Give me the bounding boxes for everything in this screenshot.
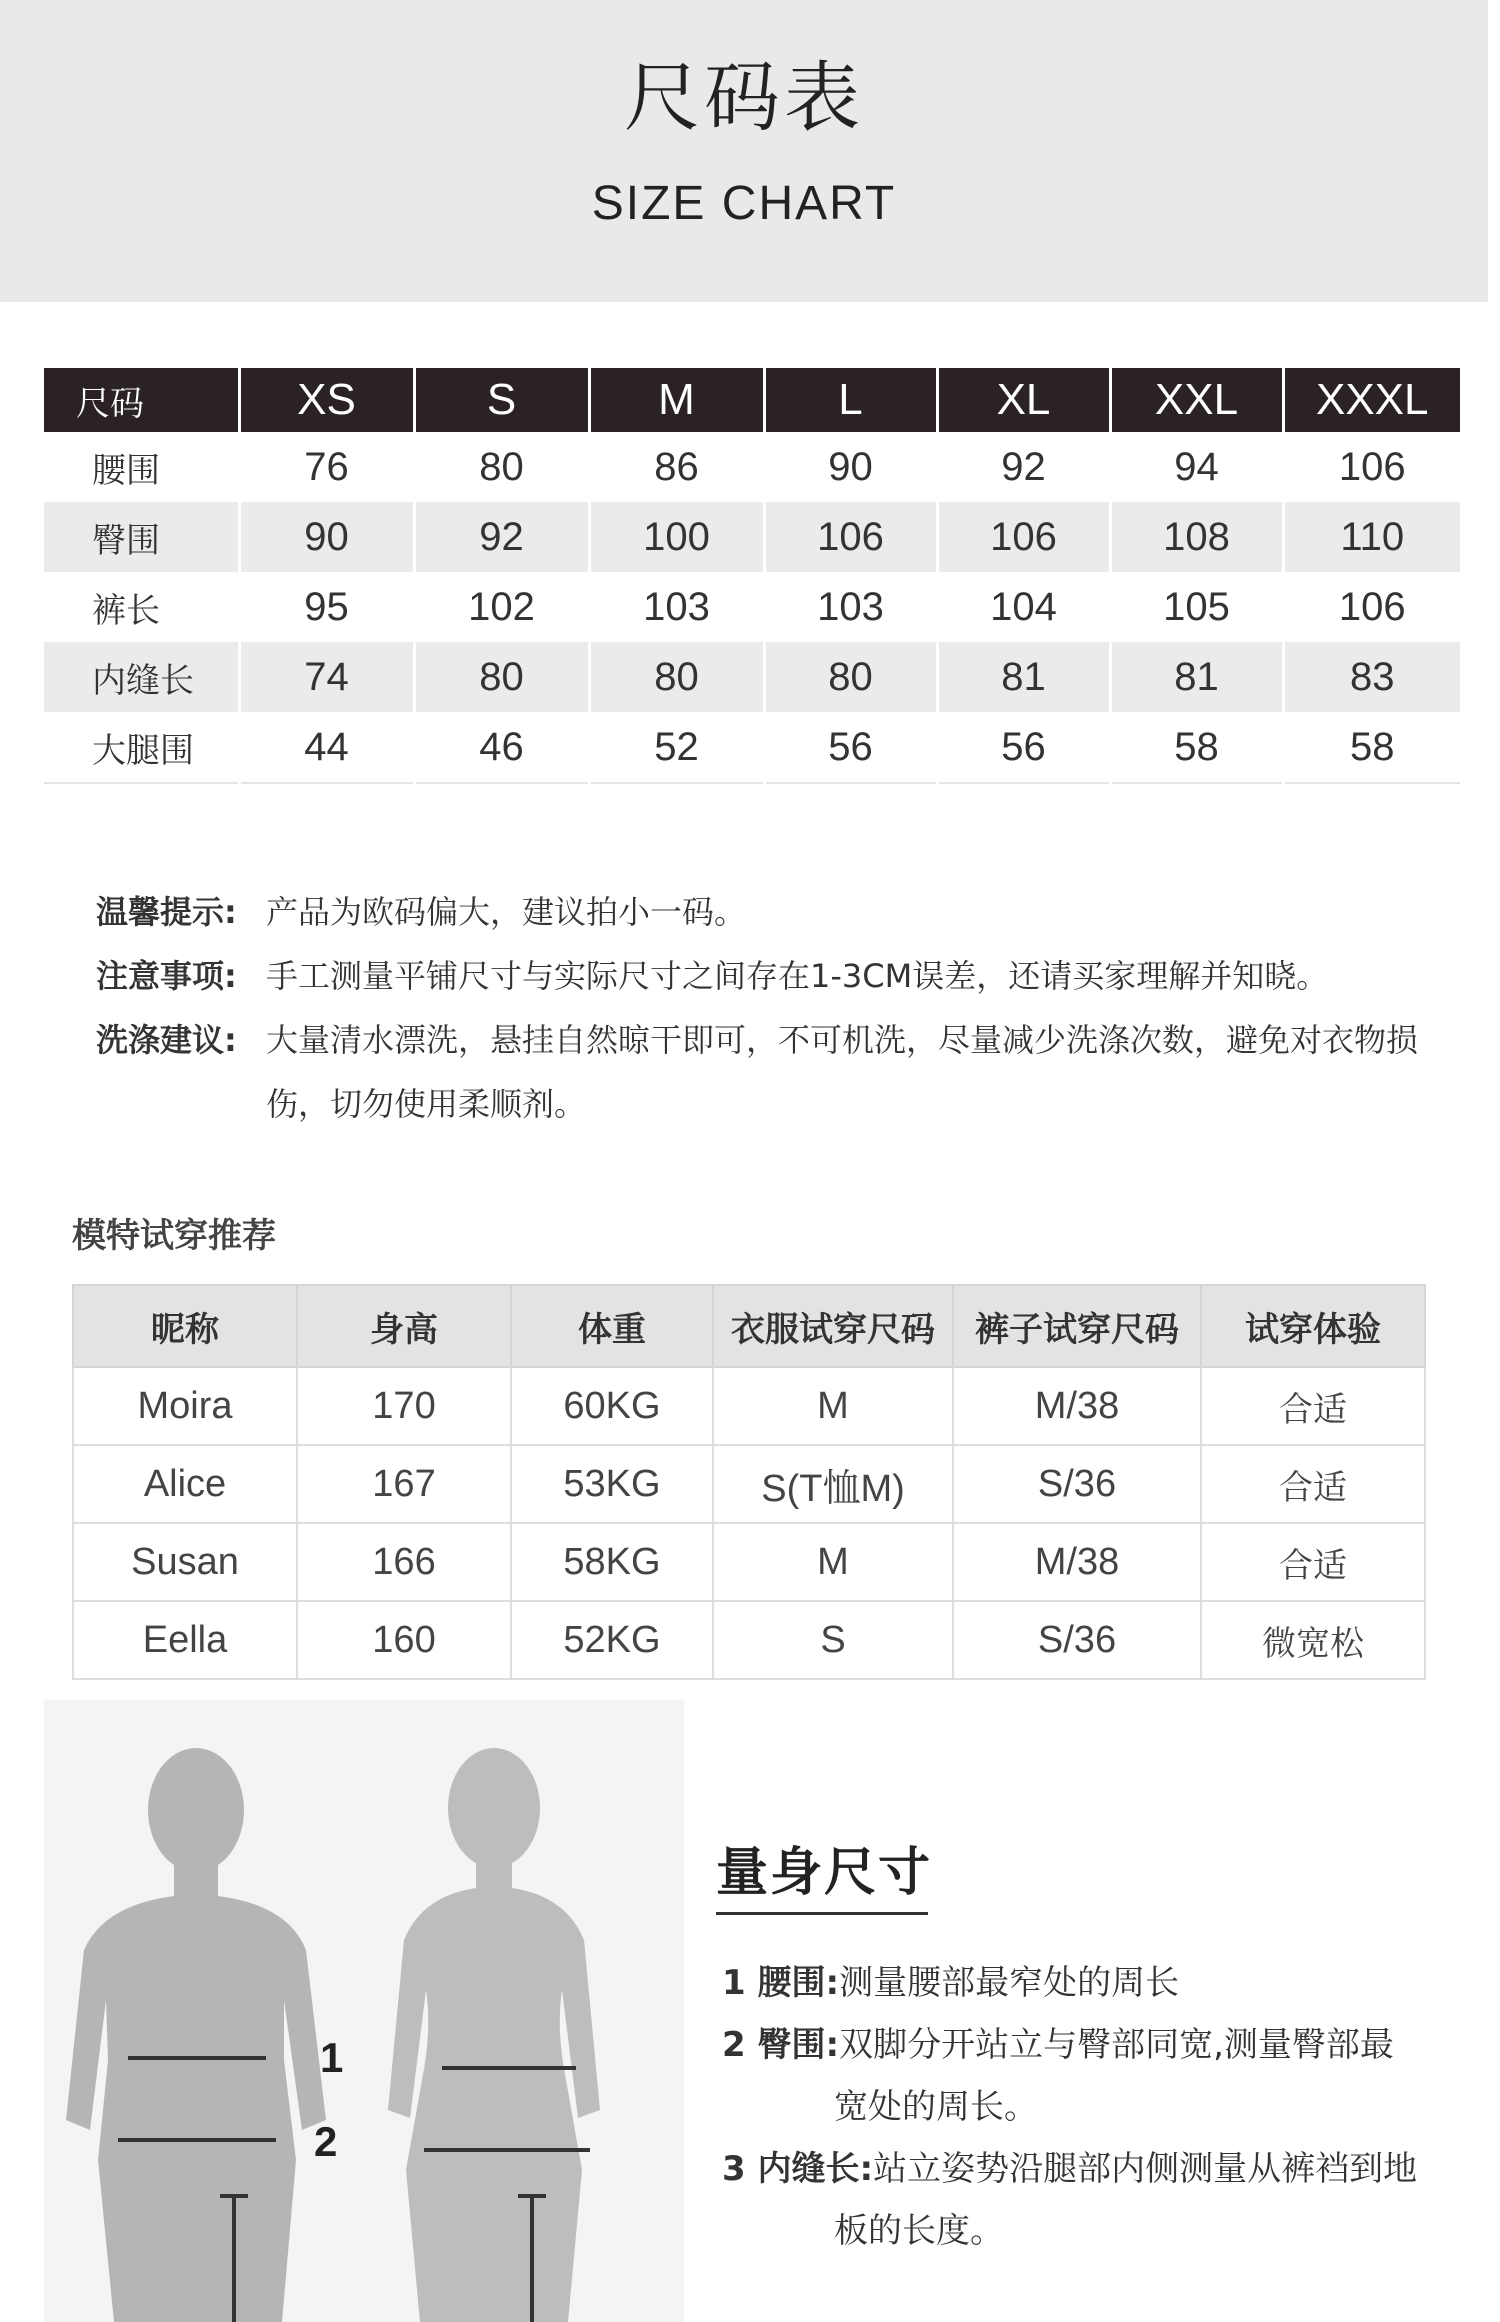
note-washing <box>96 1008 1456 1136</box>
table-cell: 105 <box>1110 572 1283 642</box>
table-cell: 92 <box>937 432 1110 502</box>
size-header-m: M <box>589 368 764 432</box>
table-row <box>73 1445 1425 1523</box>
row-label: 大腿围 <box>44 712 239 783</box>
table-cell: 108 <box>1110 502 1283 572</box>
size-header-label: 尺码 <box>44 368 239 432</box>
table-cell: 合适 <box>1201 1367 1425 1445</box>
table-cell: 58 <box>1110 712 1283 783</box>
table-cell: 53KG <box>511 1445 713 1523</box>
model-header-fit: 试穿体验 <box>1201 1285 1425 1367</box>
table-cell: 106 <box>764 502 937 572</box>
table-cell: 56 <box>937 712 1110 783</box>
table-row <box>44 712 1460 783</box>
table-cell: 46 <box>414 712 589 783</box>
table-cell: M <box>713 1367 953 1445</box>
note-label: 温馨提示: <box>96 893 237 931</box>
table-cell: 81 <box>1110 642 1283 712</box>
table-row <box>73 1601 1425 1679</box>
table-cell: M/38 <box>953 1367 1201 1445</box>
table-cell: 52KG <box>511 1601 713 1679</box>
waist-number-label: 1 <box>320 2034 344 2081</box>
measure-title-underline <box>716 1912 928 1915</box>
table-cell: 80 <box>764 642 937 712</box>
table-cell: 56 <box>764 712 937 783</box>
model-table-header <box>73 1285 1425 1367</box>
table-cell: Moira <box>73 1367 297 1445</box>
measure-text-continued: 宽处的周长。 <box>834 2087 1038 2127</box>
note-text: 产品为欧码偏大，建议拍小一码。 <box>266 893 747 931</box>
table-cell: 103 <box>764 572 937 642</box>
table-cell: S(T恤M) <box>713 1445 953 1523</box>
table-cell: 86 <box>589 432 764 502</box>
table-cell: 80 <box>414 642 589 712</box>
header-banner <box>0 0 1488 302</box>
table-cell: 92 <box>414 502 589 572</box>
table-cell: 合适 <box>1201 1445 1425 1523</box>
measure-item-waist <box>722 1952 1462 2014</box>
measure-label: 2 臀围: <box>722 2025 840 2065</box>
measure-text: 双脚分开站立与臀部同宽,测量臀部最 <box>839 2025 1394 2065</box>
table-cell: 74 <box>239 642 414 712</box>
table-cell: M <box>713 1523 953 1601</box>
table-cell: 52 <box>589 712 764 783</box>
size-header-xs: XS <box>239 368 414 432</box>
table-cell: 90 <box>764 432 937 502</box>
measure-list <box>722 1952 1462 2262</box>
table-cell: 160 <box>297 1601 511 1679</box>
table-cell: 80 <box>589 642 764 712</box>
model-header-pants-size: 裤子试穿尺码 <box>953 1285 1201 1367</box>
table-cell: 106 <box>1338 584 1406 629</box>
note-text: 手工测量平铺尺寸与实际尺寸之间存在1-3CM误差，还请买家理解并知晓。 <box>266 957 1329 995</box>
measure-text-continued: 板的长度。 <box>834 2211 1004 2251</box>
model-header-weight: 体重 <box>511 1285 713 1367</box>
model-section-title: 模特试穿推荐 <box>72 1216 276 1256</box>
note-label: 洗涤建议: <box>96 1021 237 1059</box>
table-cell: 58 <box>1283 712 1460 783</box>
table-cell: 80 <box>414 432 589 502</box>
model-header-nickname: 昵称 <box>73 1285 297 1367</box>
table-cell: 83 <box>1283 642 1460 712</box>
row-label: 裤长 <box>44 572 239 642</box>
table-cell: S/36 <box>953 1445 1201 1523</box>
table-row <box>44 572 1460 642</box>
table-cell: M/38 <box>953 1523 1201 1601</box>
table-cell: 58KG <box>511 1523 713 1601</box>
note-attention <box>96 944 1456 1008</box>
table-cell: Susan <box>73 1523 297 1601</box>
table-cell: 100 <box>589 502 764 572</box>
size-table <box>44 368 1460 784</box>
table-cell: Eella <box>73 1601 297 1679</box>
row-label: 内缝长 <box>44 642 239 712</box>
table-cell: 106 <box>937 502 1110 572</box>
model-table <box>72 1284 1426 1680</box>
table-cell: 110 <box>1283 502 1460 572</box>
note-text: 大量清水漂洗，悬挂自然晾干即可，不可机洗，尽量减少洗涤次数，避免对衣物损伤，切勿使用柔顺剂。 <box>266 1021 1419 1123</box>
hip-number-label: 2 <box>314 2118 338 2165</box>
table-cell: S <box>713 1601 953 1679</box>
table-row <box>73 1523 1425 1601</box>
measure-label: 3 内缝长: <box>722 2149 874 2189</box>
table-cell: 60KG <box>511 1367 713 1445</box>
table-cell: 微宽松 <box>1201 1601 1425 1679</box>
male-figure-icon <box>66 1748 326 2322</box>
size-header-xl: XL <box>937 368 1110 432</box>
measure-item-inseam <box>722 2138 1462 2200</box>
title-english: SIZE CHART <box>591 177 897 230</box>
table-cell: 44 <box>239 712 414 783</box>
size-table-header <box>44 368 1460 432</box>
model-header-top-size: 衣服试穿尺码 <box>713 1285 953 1367</box>
measure-label: 1 腰围: <box>722 1963 840 2003</box>
table-cell: 103 <box>589 572 764 642</box>
table-row <box>73 1367 1425 1445</box>
table-cell: 104 <box>937 572 1110 642</box>
table-cell: 170 <box>297 1367 511 1445</box>
measure-title: 量身尺寸 <box>716 1843 933 1903</box>
note-tip <box>96 880 1456 944</box>
measure-text: 站立姿势沿腿部内侧测量从裤裆到地 <box>873 2149 1418 2189</box>
model-header-height: 身高 <box>297 1285 511 1367</box>
measure-text: 测量腰部最窄处的周长 <box>839 1963 1180 2003</box>
table-cell: 合适 <box>1201 1523 1425 1601</box>
table-cell: S/36 <box>953 1601 1201 1679</box>
notes-section <box>96 880 1456 1136</box>
table-row <box>44 642 1460 712</box>
table-cell: 94 <box>1110 432 1283 502</box>
table-cell: 167 <box>297 1445 511 1523</box>
table-cell: 95 <box>239 572 414 642</box>
table-cell: 81 <box>937 642 1110 712</box>
size-header-l: L <box>764 368 937 432</box>
size-header-s: S <box>414 368 589 432</box>
table-cell: Alice <box>73 1445 297 1523</box>
measure-item-hip <box>722 2014 1462 2076</box>
female-figure-icon <box>388 1748 600 2322</box>
table-cell: 76 <box>239 432 414 502</box>
note-label: 注意事项: <box>96 957 237 995</box>
table-cell: 90 <box>239 502 414 572</box>
table-cell: 106 <box>1338 444 1406 489</box>
table-cell: 166 <box>297 1523 511 1601</box>
table-cell: 102 <box>414 572 589 642</box>
size-header-xxxl: XXXL <box>1283 368 1460 432</box>
table-row <box>44 432 1460 502</box>
row-label: 腰围 <box>44 432 239 502</box>
table-row <box>44 502 1460 572</box>
size-header-xxl: XXL <box>1110 368 1283 432</box>
body-figures-illustration <box>44 1700 684 2322</box>
title-chinese: 尺码表 <box>624 53 864 142</box>
row-label: 臀围 <box>44 502 239 572</box>
